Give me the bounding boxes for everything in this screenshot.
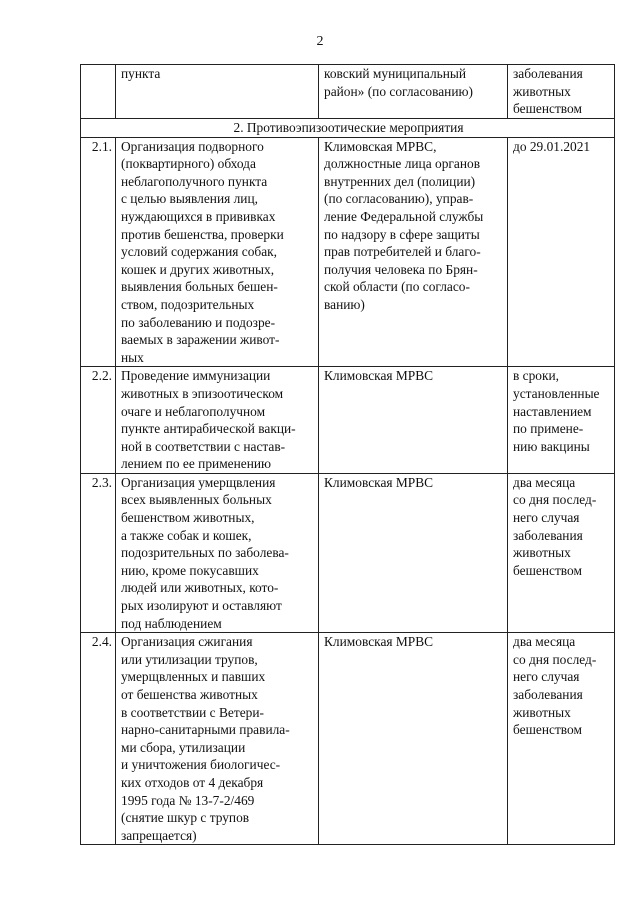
text-line: до 29.01.2021 <box>513 138 591 154</box>
table-row <box>81 473 615 632</box>
cell-responsible <box>319 65 508 119</box>
cell-responsible <box>319 367 508 474</box>
text-line: животных <box>513 83 571 99</box>
cell-number: 2.2. <box>81 367 116 474</box>
text-line: под наблюдением <box>121 615 222 631</box>
text-line: установленные <box>513 385 600 401</box>
table-row-continuation <box>81 65 615 119</box>
text-line: нарно-санитарными правила- <box>121 722 290 738</box>
text-line: два месяца <box>513 474 576 490</box>
text-line: со дня послед- <box>513 651 597 667</box>
cell-measure <box>116 473 319 632</box>
text-line: всех выявленных больных <box>121 492 272 508</box>
text-line: заболевания <box>513 687 583 702</box>
text-line: запрещается) <box>121 827 197 843</box>
text-line: со дня послед- <box>513 492 597 508</box>
cell-term <box>508 137 615 367</box>
table-row <box>81 633 615 845</box>
text-line: Климовская МРВС <box>324 474 434 490</box>
table-row <box>81 137 615 367</box>
text-line: нуждающихся в прививках <box>121 208 276 224</box>
text-line: умерщвленных и павших <box>121 669 266 685</box>
text-line: лением по ее применению <box>121 456 272 472</box>
text-line: условий содержания собак, <box>121 244 278 260</box>
text-line: Организация сжигания <box>121 634 253 650</box>
text-line: по примене- <box>513 421 584 437</box>
text-line: очаге и неблагополучном <box>121 403 266 419</box>
text-line: ванию) <box>324 296 365 312</box>
text-line: два месяца <box>513 634 576 650</box>
text-line: выявления больных бешен- <box>121 279 278 295</box>
text-line: против бешенства, проверки <box>121 226 284 242</box>
text-line: Климовская МРВС <box>324 368 434 384</box>
text-line: нию, кроме покусавших <box>121 562 259 578</box>
text-line: ление Федеральной службы <box>324 208 484 224</box>
text-line: по заболеванию и подозре- <box>121 314 276 330</box>
text-line: 1995 года № 13-7-2/469 <box>121 792 255 808</box>
text-line: пункте антирабической вакци- <box>121 421 296 437</box>
text-line: пункта <box>121 66 161 81</box>
text-line: ваемых в заражении живот- <box>121 332 280 348</box>
text-line: ми сбора, утилизации <box>121 739 246 755</box>
text-line: район» (по согласованию) <box>324 83 473 99</box>
text-line: кошек и других животных, <box>121 261 275 277</box>
cell-measure <box>116 137 319 367</box>
cell-term <box>508 65 615 119</box>
cell-term <box>508 633 615 845</box>
text-line: него случая <box>513 510 580 526</box>
text-line: Организация умерщвления <box>121 474 276 490</box>
text-line: с целью выявления лиц, <box>121 191 258 207</box>
page-number: 2 <box>316 34 324 49</box>
text-line: животных <box>513 704 571 720</box>
text-line: заболевания <box>513 66 583 81</box>
cell-measure <box>116 633 319 845</box>
text-line: внутренних дел (полиции) <box>324 173 476 189</box>
text-line: ных <box>121 349 144 365</box>
text-line: рых изолируют и оставляют <box>121 598 282 614</box>
text-line: должностные лица органов <box>324 156 481 172</box>
text-line: (поквартирного) обхода <box>121 156 256 172</box>
text-line: Организация подворного <box>121 138 264 154</box>
table-row <box>81 367 615 474</box>
cell-measure <box>116 65 319 119</box>
measures-table <box>80 64 615 845</box>
cell-number: 2.1. <box>81 137 116 367</box>
text-line: животных в эпизоотическом <box>121 385 284 401</box>
text-line: неблагополучного пункта <box>121 173 268 189</box>
text-line: ной в соответствии с настав- <box>121 438 286 454</box>
text-line: прав потребителей и благо- <box>324 244 481 260</box>
text-line: нию вакцины <box>513 438 590 454</box>
section-header-row <box>81 119 615 138</box>
text-line: него случая <box>513 669 580 685</box>
text-line: Климовская МРВС <box>324 634 434 650</box>
text-line: бешенством <box>513 562 582 578</box>
text-line: или утилизации трупов, <box>121 651 258 667</box>
text-line: получия человека по Брян- <box>324 261 478 277</box>
text-line: в сроки, <box>513 368 560 384</box>
cell-number <box>81 65 116 119</box>
cell-term <box>508 367 615 474</box>
text-line: по надзору в сфере защиты <box>324 226 480 242</box>
text-line: подозрительных по заболева- <box>121 545 289 561</box>
text-line: Климовская МРВС, <box>324 138 437 154</box>
text-line: от бешенства животных <box>121 687 258 702</box>
text-line: в соответствии с Ветери- <box>121 704 264 720</box>
section-title: 2. Противоэпизоотические мероприятия <box>81 119 615 138</box>
cell-number: 2.4. <box>81 633 116 845</box>
cell-measure <box>116 367 319 474</box>
text-line: людей или животных, кото- <box>121 580 279 596</box>
text-line: ством, подозрительных <box>121 296 255 312</box>
cell-responsible <box>319 633 508 845</box>
text-line: ких отходов от 4 декабря <box>121 774 264 790</box>
text-line: бешенством животных, <box>121 510 255 526</box>
text-line: (снятие шкур с трупов <box>121 810 250 826</box>
cell-term <box>508 473 615 632</box>
text-line: бешенством <box>513 722 582 738</box>
text-line: ской области (по согласо- <box>324 279 470 295</box>
text-line: животных <box>513 545 571 561</box>
text-line: а также собак и кошек, <box>121 527 252 543</box>
text-line: наставлением <box>513 403 592 419</box>
text-line: (по согласованию), управ- <box>324 191 474 207</box>
cell-responsible <box>319 137 508 367</box>
text-line: заболевания <box>513 527 583 543</box>
text-line: бешенством <box>513 101 582 117</box>
text-line: ковский муниципальный <box>324 66 467 81</box>
cell-responsible <box>319 473 508 632</box>
cell-number: 2.3. <box>81 473 116 632</box>
text-line: Проведение иммунизации <box>121 368 271 384</box>
text-line: и уничтожения биологичес- <box>121 757 281 773</box>
